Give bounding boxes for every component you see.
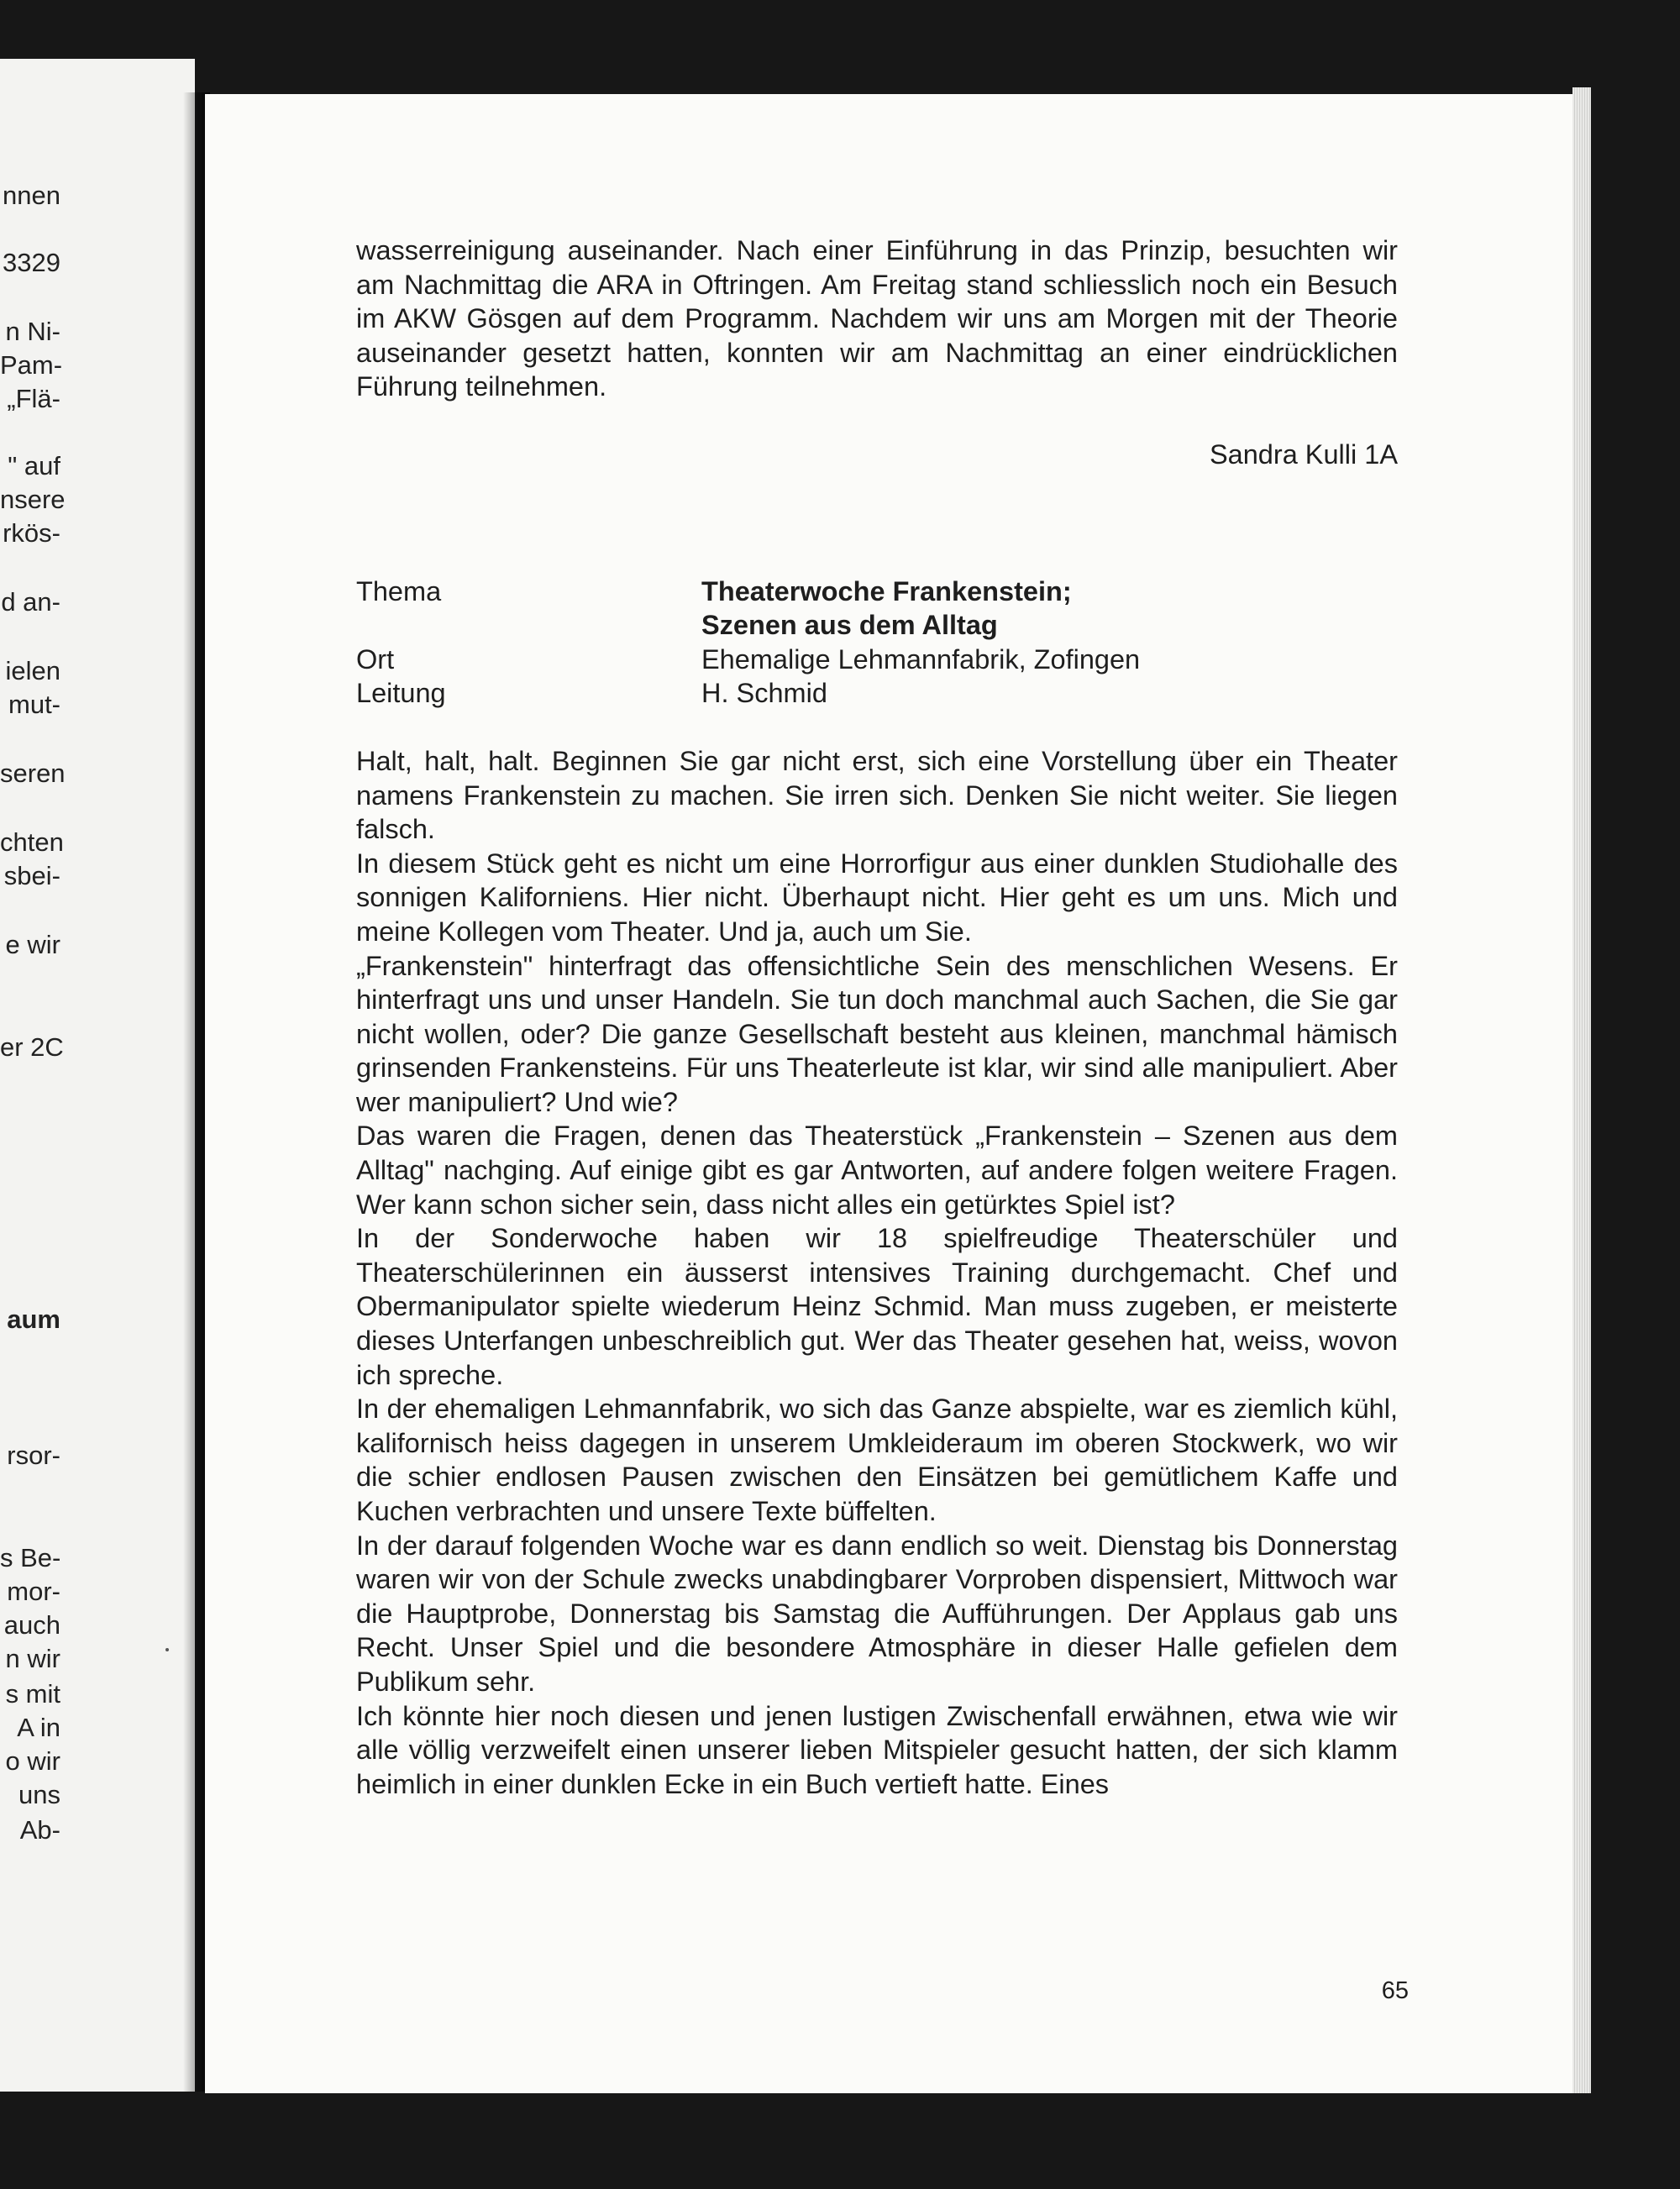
left-page-fragment: n wir xyxy=(5,1644,60,1673)
left-page-fragment: Pam- xyxy=(0,350,63,380)
body-paragraph-2: In diesem Stück geht es nicht um eine Horrorfigur aus einer dunklen Studiohalle des sonnigen Kaliforniens. Hier nicht. Überhaupt nicht. Hier geht es um uns. Mich und meine Kollegen vom Theater. Und ja, auch um Sie. xyxy=(356,848,1398,947)
left-page-fragment: rsor- xyxy=(7,1441,60,1470)
body-paragraph-3: „Frankenstein" hinterfragt das offensichtliche Sein des menschlichen Wesens. Er hinterfragt uns und unser Handeln. Sie tun doch manchmal auch Sachen, die Sie gar nicht wollen, oder? Die ganze Gesellschaft besteht aus kleinen, manchmal hämisch grinsenden Frankensteins. Für uns Theaterleute ist klar, wir sind alle manipuliert. Aber wer manipuliert? Und wie? xyxy=(356,950,1398,1117)
left-page xyxy=(0,59,195,2092)
left-page-fragment: auch xyxy=(3,1610,60,1640)
left-page-fragment: er 2C xyxy=(0,1032,64,1062)
left-page-fragment: nnen xyxy=(3,181,60,210)
left-page-fragment: sbei- xyxy=(3,861,60,890)
topic-label: Thema xyxy=(356,575,442,606)
left-page-fragment: A in xyxy=(17,1713,60,1742)
left-page-fragment: 3329 xyxy=(3,248,60,277)
intro-paragraph: wasserreinigung auseinander. Nach einer Einführung in das Prinzip, besuchten wir am Nachmittag die ARA in Oftringen. Am Freitag stand schliesslich noch ein Besuch im AKW Gösgen auf dem Programm. Nachdem wir uns am Morgen mit der Theorie auseinander gesetzt hatten, konnten wir am Nachmittag an einer eindrücklichen Führung teilnehmen. xyxy=(356,235,1398,402)
lead-value: H. Schmid xyxy=(701,678,827,709)
body-paragraph-7: In der darauf folgenden Woche war es dann endlich so weit. Dienstag bis Donnerstag waren wir von der Schule zwecks unabdingbarer Vorproben dispensiert, Mittwoch war die Hauptprobe, Donnerstag bis Samstag die Aufführungen. Der Applaus gab uns Recht. Unser Spiel und die besondere Atmosphäre in dieser Halle gefielen dem Publikum sehr. xyxy=(356,1530,1398,1697)
left-page-fragment: nsere xyxy=(0,485,66,514)
left-page-fragment: mor- xyxy=(7,1577,60,1606)
article-body xyxy=(356,744,1398,1801)
left-page-fragment: „Flä- xyxy=(7,384,60,413)
left-page-fragment: Ab- xyxy=(19,1815,60,1845)
body-paragraph-5: In der Sonderwoche haben wir 18 spielfreudige Theaterschüler und Theaterschülerinnen ein äusserst intensives Training durchgemacht. Chef und Obermanipulator spielte wiederum Heinz Schmid. Man muss zugeben, er meisterte dieses Unterfangen unbeschreiblich gut. Wer das Theater gesehen hat, weiss, wovon ich spreche. xyxy=(356,1223,1398,1390)
place-label: Ort xyxy=(356,643,395,675)
left-page-fragment: seren xyxy=(0,759,66,788)
body-paragraph-4: Das waren die Fragen, denen das Theaterstück „Frankenstein – Szenen aus dem Alltag" nachging. Auf einige gibt es gar Antworten, auf andere folgen weitere Fragen. Wer kann schon sicher sein, dass nicht alles ein getürktes Spiel ist? xyxy=(356,1121,1398,1220)
signature: Sandra Kulli 1A xyxy=(1209,438,1398,470)
body-paragraph-8: Ich könnte hier noch diesen und jenen lustigen Zwischenfall erwähnen, etwa wie wir alle völlig verzweifelt einen unserer lieben Mitspieler gesucht hatten, der sich klamm heimlich in einer dunklen Ecke in ein Buch vertieft hatte. Eines xyxy=(356,1700,1398,1799)
info-table xyxy=(356,575,1140,711)
lead-row xyxy=(356,676,1140,711)
page-number: 65 xyxy=(1381,1977,1409,2004)
left-page-fragment: o wir xyxy=(5,1746,60,1776)
topic-value xyxy=(701,575,1140,643)
left-page-fragment: chten xyxy=(0,827,64,857)
left-page-fragment: uns xyxy=(18,1780,60,1809)
topic-line-1: Theaterwoche Frankenstein; xyxy=(701,575,1072,606)
topic-row xyxy=(356,575,1140,643)
left-page-fragment: ielen xyxy=(5,656,60,685)
left-page-fragment: s Be- xyxy=(0,1543,61,1572)
left-page-fragment: " auf xyxy=(8,451,60,480)
left-page-fragment: rkös- xyxy=(3,518,60,548)
left-page-fragment: d an- xyxy=(1,587,60,617)
topic-line-2: Szenen aus dem Alltag xyxy=(701,610,998,641)
left-page-fragments xyxy=(0,59,195,2092)
lead-label: Leitung xyxy=(356,678,446,709)
left-page-fragment: e wir xyxy=(5,930,60,959)
left-page-fragment: aum xyxy=(7,1304,60,1334)
body-paragraph-6: In der ehemaligen Lehmannfabrik, wo sich das Ganze abspielte, war es ziemlich kühl, kalifornisch heiss dagegen in unserem Umkleideraum im oberen Stockwerk, wo wir die schier endlosen Pausen zwischen den Einsätzen bei gemütlichem Kaffe und Kuchen verbrachten und unsere Texte büffelten. xyxy=(356,1394,1398,1526)
left-page-fragment: s mit xyxy=(5,1679,60,1709)
left-page-fragment: n Ni- xyxy=(5,317,60,346)
paper-speck xyxy=(165,1648,169,1651)
place-row xyxy=(356,643,1140,677)
page-edge xyxy=(1572,87,1591,2093)
left-page-fragment: mut- xyxy=(8,690,60,719)
page-content xyxy=(356,234,1398,1801)
place-value: Ehemalige Lehmannfabrik, Zofingen xyxy=(701,643,1141,675)
body-paragraph-1: Halt, halt, halt. Beginnen Sie gar nicht erst, sich eine Vorstellung über ein Theater namens Frankenstein zu machen. Sie irren sich. Denken Sie nicht weiter. Sie liegen falsch. xyxy=(356,745,1398,845)
